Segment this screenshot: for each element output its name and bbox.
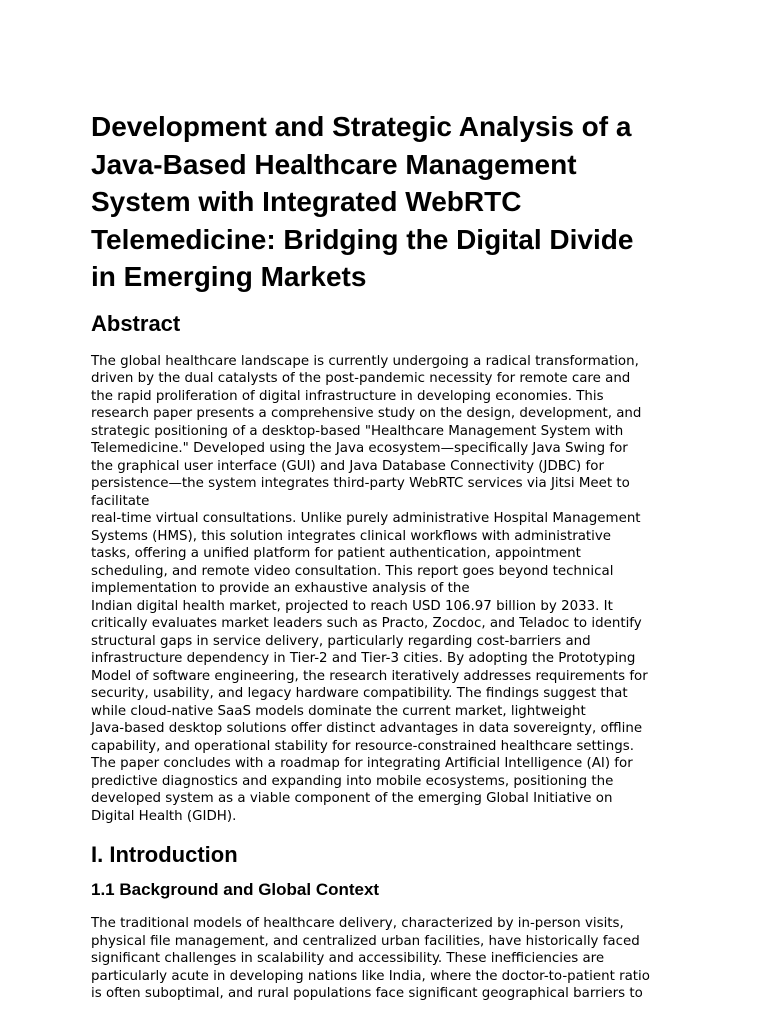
abstract-line: Model of software engineering, the research iteratively addresses requirements for (91, 668, 648, 684)
abstract-line: Telemedicine." Developed using the Java ecosystem—specifically Java Swing for (91, 441, 628, 456)
abstract-line: implementation to provide an exhaustive analysis of the (91, 581, 470, 596)
abstract-line: scheduling, and remote video consultation. This report goes beyond technical (91, 563, 614, 579)
abstract-line: Systems (HMS), this solution integrates clinical workflows with administrative (91, 528, 612, 544)
abstract-heading: Abstract (91, 310, 181, 336)
abstract-line: facilitate (91, 493, 150, 509)
title-line: Telemedicine: Bridging the Digital Divide (91, 223, 634, 255)
abstract-line: critically evaluates market leaders such as Practo, Zocdoc, and Teladoc to identify (91, 616, 642, 631)
abstract-line: predictive diagnostics and expanding into mobile ecosystems, positioning the (91, 773, 614, 789)
abstract-line: developed system as a viable component of the emerging Global Initiative on (91, 791, 613, 806)
background-subheading: 1.1 Background and Global Context (91, 880, 380, 899)
title-line: Development and Strategic Analysis of a (91, 111, 632, 142)
abstract-line: tasks, offering a unified platform for patient authentication, appointment (91, 546, 581, 561)
abstract-line: capability, and operational stability for resource-constrained healthcare settings. (91, 738, 634, 754)
abstract-line: The paper concludes with a roadmap for integrating Artificial Intelligence (AI) for (91, 756, 633, 771)
abstract-line: Java-based desktop solutions offer distinct advantages in data sovereignty, offline (91, 721, 643, 736)
introduction-line: significant challenges in scalability and accessibility. These inefficiencies are (91, 951, 605, 966)
abstract-line: the rapid proliferation of digital infrastructure in developing economies. This (91, 388, 604, 404)
abstract-line: the graphical user interface (GUI) and Java Database Connectivity (JDBC) for (91, 458, 604, 474)
title-line: System with Integrated WebRTC (91, 186, 522, 217)
abstract-line: strategic positioning of a desktop-based "Healthcare Management System with (91, 423, 624, 439)
abstract-line: research paper presents a comprehensive study on the design, development, and (91, 406, 642, 421)
abstract-line: infrastructure dependency in Tier-2 and Tier-3 cities. By adopting the Prototyping (91, 651, 636, 666)
introduction-line: is often suboptimal, and rural populations face significant geographical barriers to (91, 986, 643, 1001)
introduction-line: The traditional models of healthcare delivery, characterized by in-person visits, (91, 916, 624, 931)
introduction-heading: I. Introduction (91, 842, 238, 867)
document-page (91, 108, 691, 1003)
abstract-line: while cloud-native SaaS models dominate the current market, lightweight (91, 703, 586, 719)
introduction-line: particularly acute in developing nations like India, where the doctor-to-patient ratio (91, 968, 650, 984)
abstract-line: Indian digital health market, projected to reach USD 106.97 billion by 2033. It (91, 598, 613, 614)
abstract-line: Digital Health (GIDH). (91, 808, 237, 824)
abstract-line: real-time virtual consultations. Unlike purely administrative Hospital Management (91, 511, 641, 526)
title-line: Java-Based Healthcare Management (91, 148, 577, 180)
abstract-line: The global healthcare landscape is currently undergoing a radical transformation, (91, 353, 639, 369)
abstract-line: driven by the dual catalysts of the post-pandemic necessity for remote care and (91, 371, 631, 386)
introduction-line: physical file management, and centralized urban facilities, have historically faced (91, 933, 640, 949)
abstract-line: security, usability, and legacy hardware compatibility. The findings suggest that (91, 686, 628, 701)
introduction-paragraph (91, 915, 691, 1003)
abstract-paragraph (91, 353, 691, 826)
abstract-line: structural gaps in service delivery, particularly regarding cost-barriers and (91, 633, 591, 649)
abstract-line: persistence—the system integrates third-party WebRTC services via Jitsi Meet to (91, 476, 630, 491)
paper-title (91, 108, 691, 296)
title-line: in Emerging Markets (91, 261, 367, 292)
